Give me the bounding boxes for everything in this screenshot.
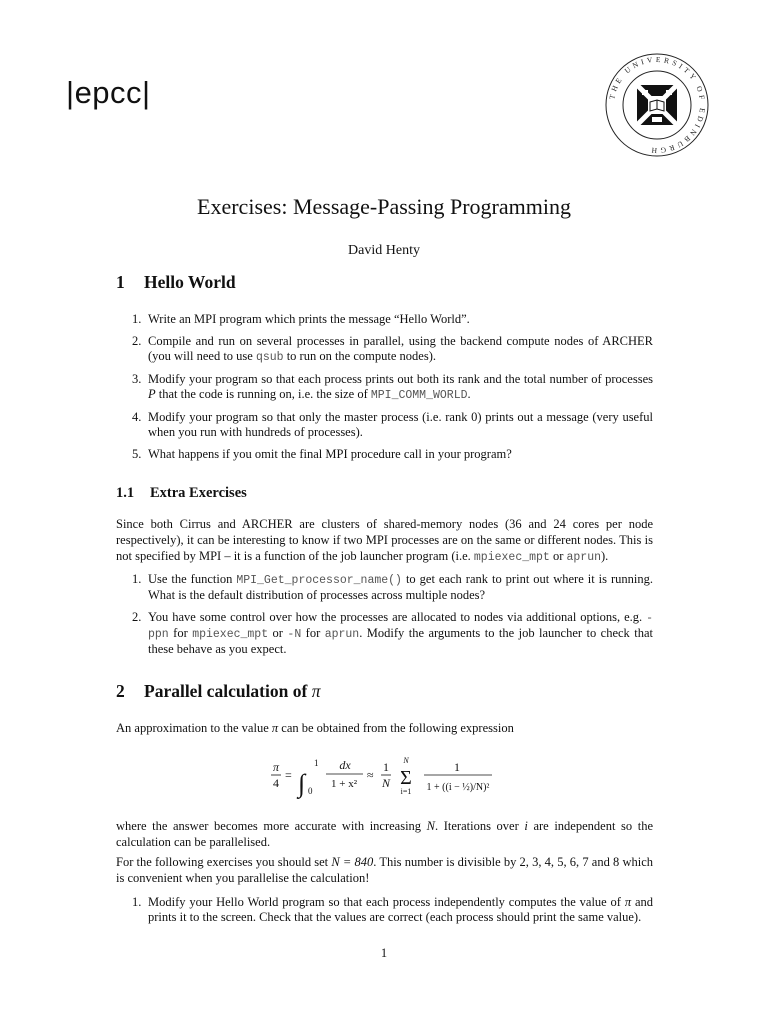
- svg-text:π: π: [272, 760, 280, 774]
- svg-text:1 + ((i − ½)/N)²: 1 + ((i − ½)/N)²: [426, 782, 490, 793]
- list-item: 1. Modify your Hello World program so that each process independently computes the value of π and prints it to the screen. Check that the values are correct (each process should print the same value).: [132, 895, 653, 924]
- list-item: 2. You have some control over how the processes are allocated to nodes via additional options, e.g. -ppn for mpiexec_mpt or -N for aprun. Modify the arguments to the job launcher to check that these behave as you expect.: [132, 610, 653, 656]
- svg-text:≈: ≈: [367, 768, 374, 782]
- epcc-logo-text: epcc: [74, 75, 143, 110]
- svg-text:1: 1: [454, 760, 460, 774]
- extra-exercises-paragraph: Since both Cirrus and ARCHER are clusters of shared-memory nodes (36 and 24 cores per node respectively), it can be interesting to know if two MPI processes are on the same or different nodes. This is not specified by MPI – it is a function of the job launcher program (i.e. mpiexec_mpt or aprun).: [116, 517, 653, 564]
- svg-text:0: 0: [308, 786, 313, 796]
- hello-world-exercise-list: [116, 312, 653, 469]
- pi-exercise-list: [116, 895, 653, 932]
- document-title: Exercises: Message-Passing Programming: [197, 194, 571, 219]
- section-heading-parallel-pi: 2 Parallel calculation of π: [116, 681, 321, 701]
- list-item: 3. Modify your program so that each process prints out both its rank and the total number of processes P that the code is running on, i.e. the size of MPI_COMM_WORLD.: [132, 372, 653, 402]
- section-heading-hello-world: 1 Hello World: [116, 272, 236, 292]
- svg-text:N: N: [381, 776, 391, 790]
- svg-text:1: 1: [314, 758, 319, 768]
- list-item: 2. Compile and run on several processes in parallel, using the backend compute nodes of ARCHER (you will need to use qsub to run on the compute nodes).: [132, 334, 653, 364]
- pi-accuracy-paragraph: where the answer becomes more accurate with increasing N. Iterations over i are independent so the calculation can be parallelised.: [116, 819, 654, 849]
- extra-exercise-list: [116, 572, 653, 664]
- author: David Henty: [348, 243, 420, 258]
- svg-text:=: =: [285, 768, 292, 782]
- svg-text:Σ: Σ: [400, 767, 412, 789]
- pi-intro-paragraph: An approximation to the value π can be obtained from the following expression: [116, 721, 514, 735]
- list-item: 1. Write an MPI program which prints the message “Hello World”.: [132, 312, 470, 326]
- svg-text:1 + x²: 1 + x²: [330, 778, 358, 790]
- seal-text: THE UNIVERSITY OF EDINBURGH: [607, 54, 708, 156]
- svg-text:dx: dx: [339, 758, 351, 772]
- pi-integral-formula: [270, 752, 510, 804]
- page-number: 1: [380, 946, 388, 960]
- svg-text:∫: ∫: [298, 769, 306, 798]
- university-of-edinburgh-seal: [604, 52, 710, 158]
- svg-text:N: N: [403, 756, 409, 765]
- n-setting-paragraph: For the following exercises you should set N = 840. This number is divisible by 2, 3, 4, 5, 6, 7 and 8 which is convenient when you parallelise the calculation!: [116, 855, 653, 885]
- list-item: 5. What happens if you omit the final MPI procedure call in your program?: [132, 447, 512, 461]
- epcc-logo: |epcc|: [66, 75, 151, 110]
- list-item: 4. Modify your program so that only the master process (i.e. rank 0) prints out a message (very useful when you run with hundreds of processes).: [132, 410, 653, 439]
- svg-text:1: 1: [383, 760, 389, 774]
- svg-text:4: 4: [273, 776, 279, 790]
- svg-text:i=1: i=1: [400, 787, 412, 796]
- list-item: 1. Use the function MPI_Get_processor_name() to get each rank to print out where it is running. What is the default distribution of processes across multiple nodes?: [132, 572, 654, 602]
- section-heading-extra-exercises: 1.1 Extra Exercises: [116, 485, 247, 501]
